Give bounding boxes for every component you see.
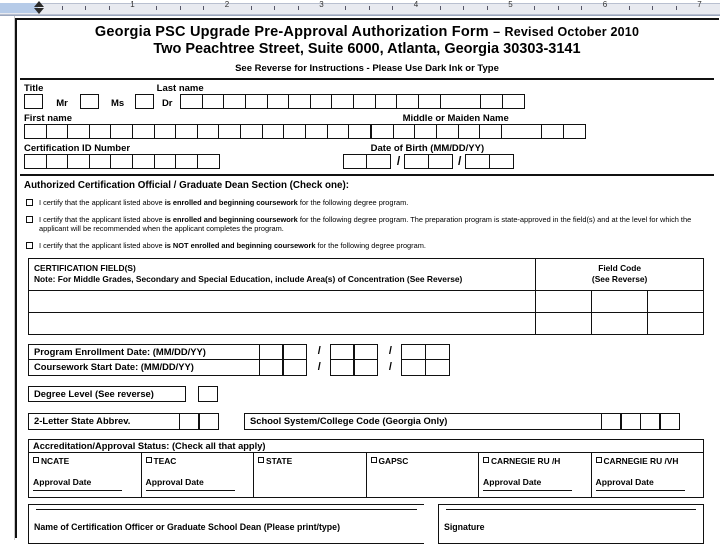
accreditation-checkbox[interactable] [596,457,602,463]
accreditation-checkbox-row[interactable] [258,456,362,466]
accreditation-label: CARNEGIE RU /H [491,456,561,466]
signature-section [28,504,704,544]
first-name-cell-9[interactable] [197,124,220,139]
accreditation-column-carnegie-ru-h [479,453,592,497]
ruler-tick [274,6,275,10]
dob-slash-1: / [396,154,401,168]
date-of-birth-input[interactable] [343,154,514,169]
signature-label: Signature [444,522,485,532]
last-name-cell-13[interactable] [440,94,482,109]
accreditation-column-ncate [29,453,142,497]
certification-id-cell-4[interactable] [89,154,112,169]
coursework-start-date-label: Coursework Start Date: (MM/DD/YY) [28,360,260,376]
indent-marker-down [34,8,44,14]
accreditation-column-gapsc [367,453,480,497]
approval-date-label: Approval Date [33,477,92,487]
certify-1-post: for the following degree program. [297,198,409,207]
last-name-cell-14[interactable] [480,94,503,109]
certid-dob-row [24,154,710,169]
last-name-cell-11[interactable] [396,94,419,109]
certification-id-cell-7[interactable] [154,154,177,169]
certify-2-pre: I certify that the applicant listed above [39,214,165,224]
first-name-cell-7[interactable] [154,124,177,139]
ruler-tick [85,6,86,10]
title-lastname-row [24,94,710,109]
accreditation-label: NCATE [41,456,70,466]
accreditation-checkbox-row[interactable] [146,456,250,466]
certify-2-bold: is enrolled and beginning coursework [164,214,298,224]
approval-date-label: Approval Date [145,477,204,487]
coursework-start-slash-2: / [388,361,392,373]
last-name-cell-9[interactable] [353,94,376,109]
page-left-margin [0,16,15,540]
first-name-cell-8[interactable] [175,124,198,139]
degree-level-label: Degree Level (See reverse) [28,386,186,402]
first-name-cell-2[interactable] [46,124,69,139]
accreditation-checkbox-row[interactable] [596,456,700,466]
last-name-cell-5[interactable] [267,94,290,109]
ruler-tick [109,6,110,10]
accreditation-checkbox[interactable] [371,457,377,463]
middle-name-cell-5[interactable] [458,124,481,139]
last-name-cell-12[interactable] [418,94,441,109]
middle-name-label: Middle or Maiden Name [402,113,509,124]
accreditation-checkbox-row[interactable] [483,456,587,466]
ruler-tick [581,6,582,10]
middle-name-cell-4[interactable] [436,124,459,139]
state-abbrev-label: 2-Letter State Abbrev. [28,413,180,430]
first-name-cell-4[interactable] [89,124,112,139]
ruler-number: 4 [413,0,419,9]
title-option-dr: Dr [161,98,173,109]
last-name-input[interactable] [180,94,525,109]
certification-field-header-line1: CERTIFICATION FIELD(S) [34,263,136,273]
title-dr-checkbox[interactable] [135,94,154,109]
certification-id-input[interactable] [24,154,220,169]
middle-name-cell-3[interactable] [414,124,437,139]
accreditation-checkbox[interactable] [33,457,39,463]
accreditation-checkbox[interactable] [146,457,152,463]
cert-id-label: Certification ID Number [24,143,131,154]
certification-id-cell-5[interactable] [110,154,133,169]
ruler-tick [62,6,63,10]
last-name-cell-7[interactable] [310,94,333,109]
signature-line [446,509,696,510]
certification-id-cell-6[interactable] [132,154,155,169]
approval-date-input-line[interactable] [146,490,235,491]
dob-slash-2: / [458,154,462,168]
certify-3-pre: I certify that the applicant listed above [39,240,165,250]
approval-date-label: Approval Date [483,477,542,487]
ruler-tick [629,6,630,10]
certification-id-cell-1[interactable] [24,154,47,169]
accreditation-checkbox-row[interactable] [371,456,475,466]
accreditation-checkbox-row[interactable] [33,456,137,466]
certification-id-cell-8[interactable] [175,154,198,169]
ruler-tick [652,6,653,10]
document-ruler[interactable] [0,0,720,16]
last-name-cell-4[interactable] [245,94,268,109]
ruler-tick [392,6,393,10]
approval-date-input-line[interactable] [596,490,685,491]
approval-date-input-line[interactable] [483,490,572,491]
middle-name-input[interactable] [371,124,586,139]
system-code-label: School System/College Code (Georgia Only) [244,413,602,430]
accreditation-checkbox[interactable] [258,457,264,463]
program-enrollment-date-label: Program Enrollment Date: (MM/DD/YY) [28,344,260,360]
first-name-cell-15[interactable] [327,124,350,139]
first-name-cell-1[interactable] [24,124,47,139]
title-option-mr: Mr [56,98,68,109]
certification-officer-name-line [36,509,417,510]
last-name-cell-10[interactable] [375,94,398,109]
form-title-main: Georgia PSC Upgrade Pre-Approval Authorization Form [94,24,489,40]
certify-3-post: for the following degree program. [315,240,426,250]
form-instructions-note: See Reverse for Instructions - Please Use Dark Ink or Type [235,63,499,74]
accreditation-title: Accreditation/Approval Status: (Check all that apply) [29,440,703,453]
first-name-input[interactable] [24,124,371,139]
ruler-tick [463,6,464,10]
approval-date-input-line[interactable] [33,490,122,491]
certification-officer-name-block[interactable] [28,504,424,544]
first-middle-row [24,124,710,139]
ruler-number: 6 [602,0,608,9]
ruler-tick [369,6,370,10]
last-name-cell-3[interactable] [223,94,246,109]
program-enrollment-slash-1: / [317,345,321,357]
ruler-tick [487,6,488,10]
certification-field-header-line2: Note: For Middle Grades, Secondary and Special Education, include Area(s) of Concentration (See Reverse) [34,273,463,284]
ruler-number: 5 [508,0,513,9]
accreditation-column-carnegie-ru-vh [592,453,704,497]
approval-date-label: Approval Date [595,477,654,487]
first-name-label: First name [24,113,73,124]
dob-yy-2[interactable] [489,154,514,169]
certify-3-bold: is NOT enrolled and beginning coursework [164,240,316,250]
first-name-cell-12[interactable] [262,124,285,139]
first-name-cell-10[interactable] [218,124,241,139]
certification-id-cell-9[interactable] [197,154,220,169]
ruler-number: 1 [130,0,135,9]
middle-name-cell-7[interactable] [501,124,543,139]
indent-marker-up [34,1,44,7]
field-code-header-line2: (See Reverse) [591,273,648,284]
last-name-cell-2[interactable] [202,94,225,109]
accreditation-label: TEAC [153,456,177,466]
accreditation-column-state [254,453,367,497]
last-name-cell-8[interactable] [331,94,354,109]
certification-id-cell-2[interactable] [46,154,69,169]
form-body [14,16,720,540]
signature-block[interactable] [438,504,704,544]
middle-name-cell-2[interactable] [393,124,416,139]
accreditation-checkbox[interactable] [483,457,489,463]
dob-dd-2[interactable] [428,154,453,169]
ruler-ticks [0,0,720,16]
certify-2-post: for the following degree program. The preparation program is state-approved in the field(s) and at the level for which the applicant will be recommended when the applicant completes the program. [39,214,692,233]
dob-mm-2[interactable] [366,154,391,169]
certification-id-cell-3[interactable] [67,154,90,169]
middle-name-cell-6[interactable] [479,124,502,139]
form-address: Two Peachtree Street, Suite 6000, Atlanta, Georgia 30303-3141 [153,41,581,57]
coursework-start-slash-1: / [317,361,321,373]
middle-name-cell-9[interactable] [563,124,586,139]
certify-1-pre: I certify that the applicant listed above [39,198,165,207]
document-page [0,16,720,540]
ruler-tick [203,6,204,10]
title-label: Title [24,83,44,94]
first-line-indent-marker[interactable] [34,0,44,16]
ruler-tick [534,6,535,10]
last-name-cell-1[interactable] [180,94,203,109]
first-name-cell-13[interactable] [283,124,306,139]
certid-dob-section [24,143,710,169]
ruler-tick [676,6,677,10]
form-title-dash: – [493,25,501,39]
accreditation-label: CARNEGIE RU /VH [603,456,679,466]
ruler-tick [440,6,441,10]
ruler-number: 7 [697,0,702,9]
accreditation-columns [29,453,703,497]
dob-label: Date of Birth (MM/DD/YY) [370,143,485,154]
ruler-tick [345,6,346,10]
first-name-cell-14[interactable] [305,124,328,139]
first-name-cell-3[interactable] [67,124,90,139]
ruler-tick [180,6,181,10]
certify-1-bold: is enrolled and beginning coursework [164,198,298,207]
ruler-number: 3 [319,0,324,9]
form-revision-date: Revised October 2010 [504,25,640,39]
ruler-number: 2 [224,0,230,9]
first-middle-name-section [24,113,710,139]
title-mr-checkbox[interactable] [24,94,43,109]
dob-mm-1[interactable] [343,154,368,169]
ruler-tick [156,6,157,10]
middle-name-cell-8[interactable] [541,124,564,139]
ruler-tick [251,6,252,10]
dob-dd-1[interactable] [404,154,429,169]
last-name-cell-6[interactable] [288,94,311,109]
ruler-tick [558,6,559,10]
middle-name-cell-1[interactable] [371,124,394,139]
accreditation-column-teac [142,453,255,497]
field-code-header-line1: Field Code [598,263,642,273]
program-enrollment-slash-2: / [388,345,392,357]
applicant-name-section [24,83,710,109]
accreditation-label: STATE [266,456,293,466]
last-name-cell-15[interactable] [502,94,525,109]
ruler-tick [298,6,299,10]
first-name-cell-6[interactable] [132,124,155,139]
first-name-cell-16[interactable] [348,124,371,139]
first-name-cell-11[interactable] [240,124,263,139]
last-name-label: Last name [156,83,204,94]
certification-officer-name-label: Name of Certification Officer or Graduate School Dean (Please print/type) [34,522,341,532]
first-name-cell-5[interactable] [110,124,133,139]
accreditation-label: GAPSC [378,456,409,466]
certification-official-section-title: Authorized Certification Official / Graduate Dean Section (Check one): [24,180,349,191]
dob-yy-1[interactable] [465,154,490,169]
title-option-ms: Ms [111,98,125,109]
title-ms-checkbox[interactable] [80,94,99,109]
